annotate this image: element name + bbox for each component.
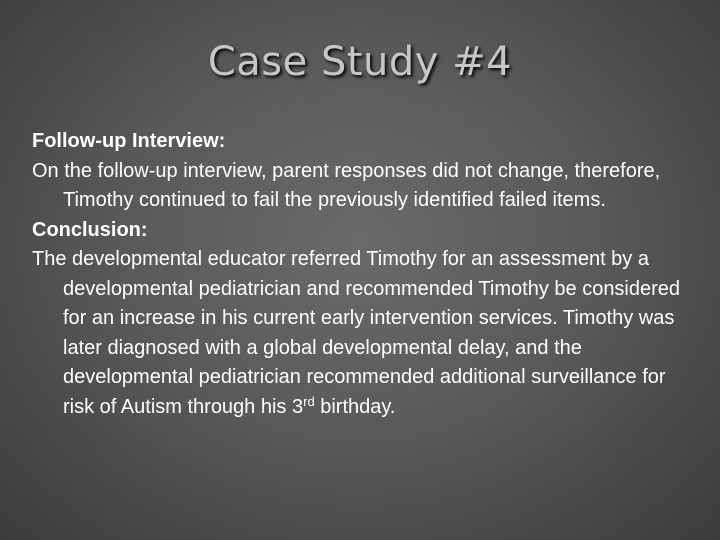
slide-body (32, 127, 702, 422)
follow-up-paragraph: On the follow-up interview, parent responses did not change, therefore, Timothy continued to fail the previously identified failed items. (32, 159, 661, 211)
conclusion-text-end: birthday. (314, 395, 396, 418)
conclusion-heading: Conclusion: (32, 218, 148, 241)
conclusion-paragraph (32, 245, 702, 422)
ordinal-superscript: rd (303, 393, 315, 409)
follow-up-heading: Follow-up Interview: (32, 130, 226, 152)
conclusion-text: The developmental educator referred Timothy for an assessment by a developmental pediatrician and recommended Timothy be considered for an increase in his current early intervention services. Timothy was later diagnosed with a global developmental delay, and the developmental pediatrician recommended additional surveillance for risk of Autism through his 3 (32, 248, 681, 418)
slide-title: Case Study #4 (207, 39, 513, 85)
